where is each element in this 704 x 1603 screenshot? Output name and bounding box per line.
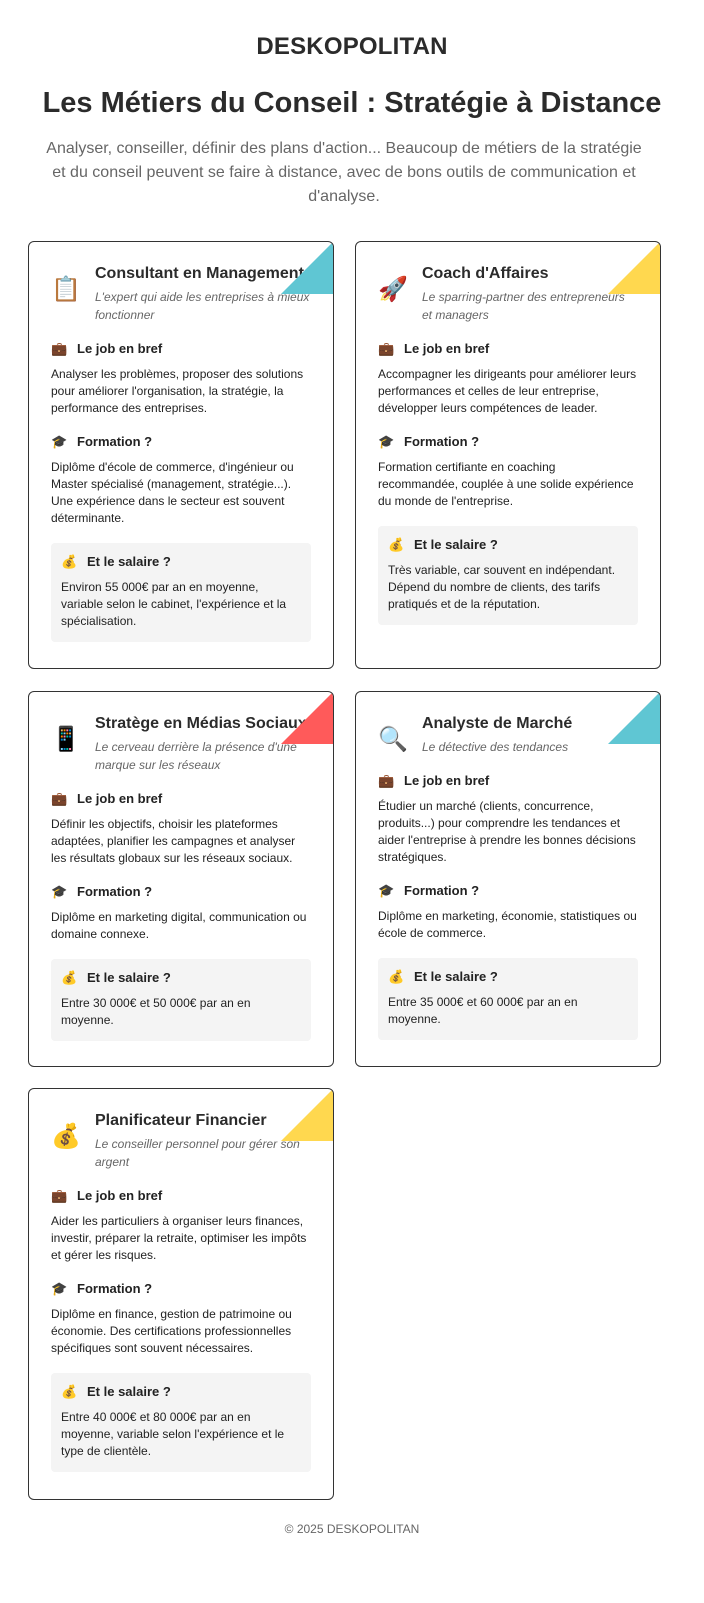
training-description: Diplôme en marketing digital, communication ou domaine connexe. (51, 910, 307, 941)
corner-accent (556, 242, 660, 294)
salary-box (51, 543, 311, 642)
training-section-title: 🎓 Formation ? (378, 434, 480, 449)
graduation-cap-icon: 🎓 (51, 434, 68, 449)
job-description: Étudier un marché (clients, concurrence, produits...) pour comprendre les tendances et aider l'entreprise à prendre les bonnes décisions stratégiques. (378, 799, 636, 864)
card-tagline: Le conseiller personnel pour gérer son argent (95, 1137, 300, 1169)
card-financial-planner (28, 1088, 334, 1500)
page-title: Les Métiers du Conseil : Stratégie à Distance (42, 87, 662, 119)
training-section-title: 🎓 Formation ? (378, 883, 480, 898)
training-section-title: 🎓 Formation ? (51, 434, 153, 449)
graduation-cap-icon: 🎓 (51, 884, 68, 899)
money-bag-icon: 💰 (61, 1384, 78, 1399)
training-section-title: 🎓 Formation ? (51, 1281, 153, 1296)
salary-description: Très variable, car souvent en indépendant. Dépend du nombre de clients, des tarifs pratiqués et de la réputation. (388, 563, 616, 611)
briefcase-icon: 💼 (378, 773, 395, 788)
job-description: Analyser les problèmes, proposer des solutions pour améliorer l'organisation, la stratégie, la performance des entreprises. (51, 367, 304, 415)
briefcase-icon: 💼 (51, 1188, 68, 1203)
card-consultant-management (28, 241, 334, 669)
card-title: Stratège en Médias Sociaux (95, 715, 307, 732)
job-section-title: 💼 Le job en bref (51, 1188, 163, 1203)
salary-description: Entre 30 000€ et 50 000€ par an en moyenne. (61, 996, 251, 1027)
briefcase-icon: 💼 (51, 341, 68, 356)
intro-text: Analyser, conseiller, définir des plans d'action... Beaucoup de métiers de la stratégie et du conseil peuvent se faire à distance, avec de bons outils de communication et d'analyse. (46, 140, 642, 205)
money-bag-icon: 💰 (388, 537, 405, 552)
card-title: Consultant en Management (95, 265, 304, 282)
card-tagline: Le cerveau derrière la présence d'une marque sur les réseaux (95, 740, 297, 772)
briefcase-icon: 💼 (51, 791, 68, 806)
training-description: Formation certifiante en coaching recommandée, couplée à une solide expérience du monde de l'entreprise. (378, 460, 634, 508)
card-coach-affaires (355, 241, 661, 669)
training-section-title: 🎓 Formation ? (51, 884, 153, 899)
smartphone-icon: 📱 (51, 726, 81, 753)
rocket-icon: 🚀 (378, 276, 408, 303)
money-bag-icon: 💰 (61, 554, 78, 569)
graduation-cap-icon: 🎓 (51, 1281, 68, 1296)
salary-box (378, 526, 638, 625)
card-title: Planificateur Financier (95, 1112, 267, 1129)
salary-box (51, 959, 311, 1041)
salary-section-title: 💰 Et le salaire ? (61, 1384, 171, 1399)
job-section-title: 💼 Le job en bref (378, 341, 490, 356)
salary-description: Environ 55 000€ par an en moyenne, variable selon le cabinet, l'expérience et la spécialisation. (61, 580, 287, 628)
salary-description: Entre 35 000€ et 60 000€ par an en moyenne. (388, 995, 578, 1026)
salary-section-title: 💰 Et le salaire ? (61, 970, 171, 985)
corner-accent (229, 692, 333, 744)
card-tagline: Le sparring-partner des entrepreneurs et managers (422, 290, 625, 322)
salary-box (378, 958, 638, 1040)
card-title: Analyste de Marché (422, 715, 573, 732)
money-bag-icon: 💰 (51, 1123, 81, 1150)
job-section-title: 💼 Le job en bref (51, 791, 163, 806)
training-description: Diplôme en marketing, économie, statistiques ou école de commerce. (378, 909, 637, 940)
job-description: Définir les objectifs, choisir les plateformes adaptées, planifier les campagnes et analyser les résultats globaux sur les réseaux sociaux. (51, 817, 296, 865)
job-section-title: 💼 Le job en bref (378, 773, 490, 788)
job-description: Aider les particuliers à organiser leurs finances, investir, préparer la retraite, optimiser les impôts et gérer les risques. (51, 1214, 307, 1262)
card-social-media-strategist (28, 691, 334, 1067)
clipboard-icon: 📋 (51, 276, 81, 303)
card-market-analyst (355, 691, 661, 1067)
job-description: Accompagner les dirigeants pour améliorer leurs performances et celles de leur entreprise, développer leurs compétences de leader. (378, 367, 637, 415)
card-title: Coach d'Affaires (422, 265, 549, 282)
salary-section-title: 💰 Et le salaire ? (61, 554, 171, 569)
briefcase-icon: 💼 (378, 341, 395, 356)
brand-logo: DESKOPOLITAN (256, 33, 448, 60)
training-description: Diplôme en finance, gestion de patrimoine ou économie. Des certifications professionnelles spécifiques sont souvent nécessaires. (51, 1307, 292, 1355)
magnifier-icon: 🔍 (378, 726, 408, 753)
money-bag-icon: 💰 (61, 970, 78, 985)
money-bag-icon: 💰 (388, 969, 405, 984)
salary-section-title: 💰 Et le salaire ? (388, 969, 498, 984)
salary-description: Entre 40 000€ et 80 000€ par an en moyenne, variable selon l'expérience et le type de clientèle. (61, 1410, 285, 1458)
salary-box (51, 1373, 311, 1472)
salary-section-title: 💰 Et le salaire ? (388, 537, 498, 552)
graduation-cap-icon: 🎓 (378, 883, 395, 898)
job-section-title: 💼 Le job en bref (51, 341, 163, 356)
card-tagline: Le détective des tendances (422, 740, 569, 754)
training-description: Diplôme d'école de commerce, d'ingénieur ou Master spécialisé (management, stratégie...). Une expérience dans le secteur est souvent déterminante. (51, 460, 294, 525)
corner-accent (229, 1089, 333, 1141)
footer-copyright: © 2025 DESKOPOLITAN (284, 1522, 420, 1536)
card-tagline: L'expert qui aide les entreprises à mieux fonctionner (95, 290, 310, 322)
graduation-cap-icon: 🎓 (378, 434, 395, 449)
corner-accent (556, 692, 660, 744)
corner-accent (229, 242, 333, 294)
